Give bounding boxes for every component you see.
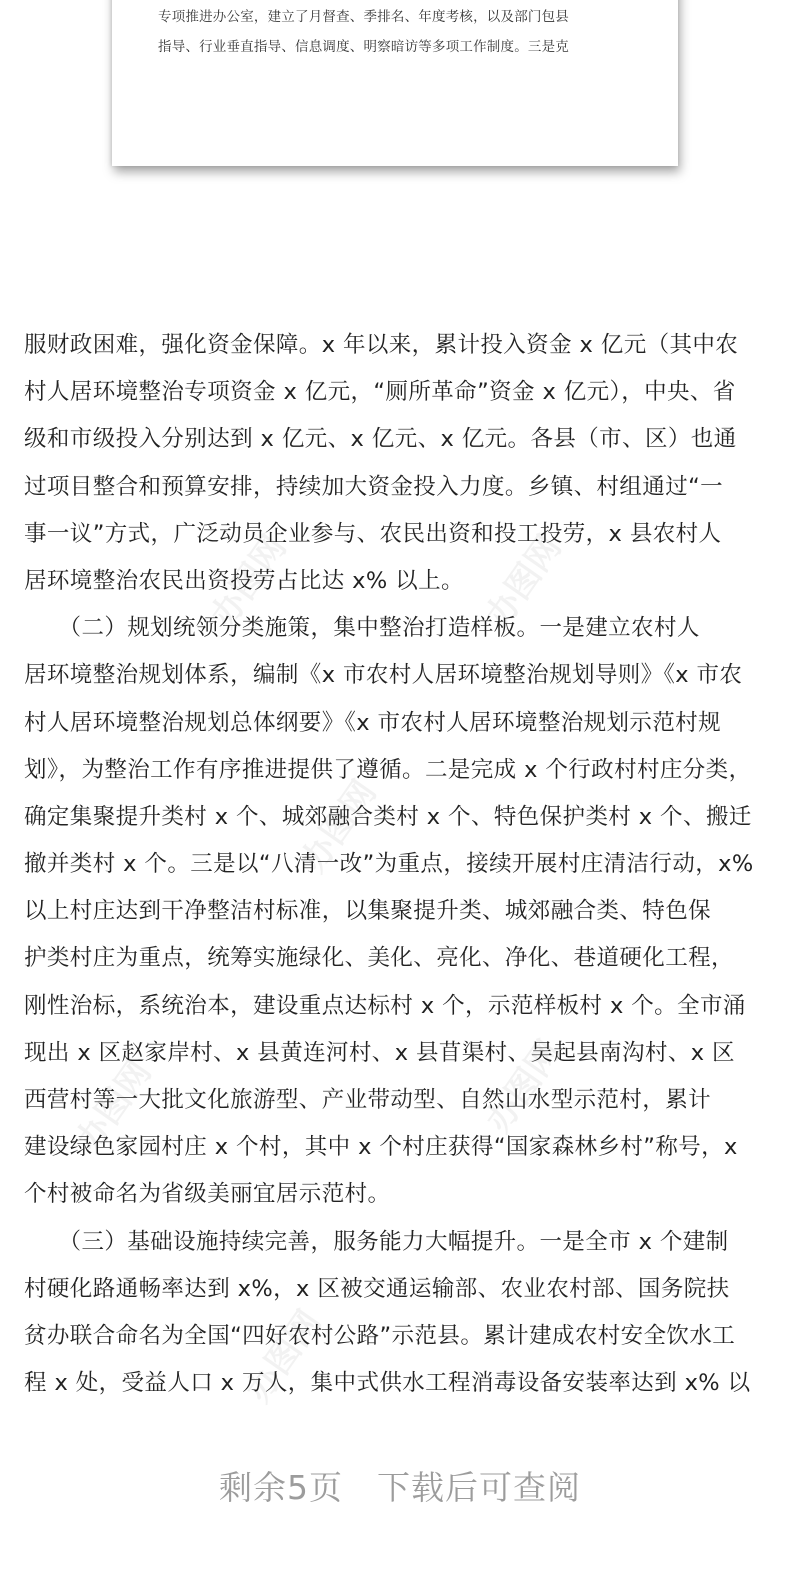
text-line: 程 x 处，受益人口 x 万人，集中式供水工程消毒设备安装率达到 x% 以	[24, 1370, 751, 1397]
watermark: 办图网	[238, 1303, 330, 1410]
card-line: 专项推进办公室，建立了月督查、季排名、年度考核，以及部门包县	[158, 9, 569, 25]
text-line: 刚性治标，系统治本，建设重点达标村 x 个，示范样板村 x 个。全市涌	[24, 992, 746, 1019]
text-line: 建设绿色家园村庄 x 个村，其中 x 个村庄获得“国家森林乡村”称号，x	[24, 1134, 738, 1161]
text-line: （三）基础设施持续完善，服务能力大幅提升。一是全市 x 个建制	[24, 1228, 729, 1255]
text-line: 西营村等一大批文化旅游型、产业带动型、自然山水型示范村，累计	[24, 1087, 712, 1113]
text-line: 村人居环境整治专项资金 x 亿元，“厕所革命”资金 x 亿元），中央、省	[24, 379, 736, 406]
watermark: 办图网	[203, 528, 295, 635]
text-line: 现出 x 区赵家岸村、x 县黄连河村、x 县苜渠村、吴起县南沟村、x 区	[24, 1039, 735, 1066]
preview-page-card	[112, 0, 678, 166]
text-line: 村人居环境整治规划总体纲要》《x 市农村人居环境整治规划示范村规	[24, 709, 722, 736]
watermark: 办图网	[478, 1033, 570, 1140]
text-line: 过项目整合和预算安排，持续加大资金投入力度。乡镇、村组通过“一	[24, 473, 724, 500]
text-line: 服财政困难，强化资金保障。x 年以来，累计投入资金 x 亿元（其中农	[24, 332, 739, 358]
text-line: 事一议”方式，广泛动员企业参与、农民出资和投工投劳，x 县农村人	[24, 520, 722, 547]
text-line: 居环境整治农民出资投劳占比达 x% 以上。	[24, 567, 464, 594]
text-line: 护类村庄为重点，统筹实施绿化、美化、亮化、净化、巷道硬化工程，	[24, 945, 734, 972]
text-line: 个村被命名为省级美丽宜居示范村。	[24, 1181, 391, 1208]
text-line: 划》，为整治工作有序推进提供了遵循。二是完成 x 个行政村村庄分类，	[24, 756, 752, 783]
text-line: 贫办联合命名为全国“四好农村公路”示范县。累计建成农村安全饮水工	[24, 1322, 736, 1349]
watermark: 办图网	[68, 1053, 160, 1160]
text-line: 居环境整治规划体系，编制《x 市农村人居环境整治规划导则》《x 市农	[24, 662, 743, 689]
watermark: 办图网	[478, 528, 570, 635]
card-line: 指导、行业垂直指导、信息调度、明察暗访等多项工作制度。三是克	[158, 39, 569, 55]
preview-card-text	[158, 0, 638, 62]
text-line: 级和市级投入分别达到 x 亿元、x 亿元、x 亿元。各县（市、区）也通	[24, 426, 737, 453]
document-body	[24, 322, 776, 1407]
text-line: 撤并类村 x 个。三是以“八清一改”为重点，接续开展村庄清洁行动，x%	[24, 851, 754, 878]
text-line: 以上村庄达到干净整洁村标准，以集聚提升类、城郊融合类、特色保	[24, 898, 712, 925]
text-line: 村硬化路通畅率达到 x%，x 区被交通运输部、农业农村部、国务院扶	[24, 1275, 730, 1302]
remaining-pages-prompt[interactable]: 剩余5页 下载后可查阅	[219, 1468, 581, 1507]
text-line: （二）规划统领分类施策，集中整治打造样板。一是建立农村人	[24, 615, 700, 642]
watermark: 办图网	[293, 773, 385, 880]
text-line: 确定集聚提升类村 x 个、城郊融合类村 x 个、特色保护类村 x 个、搬迁	[24, 803, 752, 830]
